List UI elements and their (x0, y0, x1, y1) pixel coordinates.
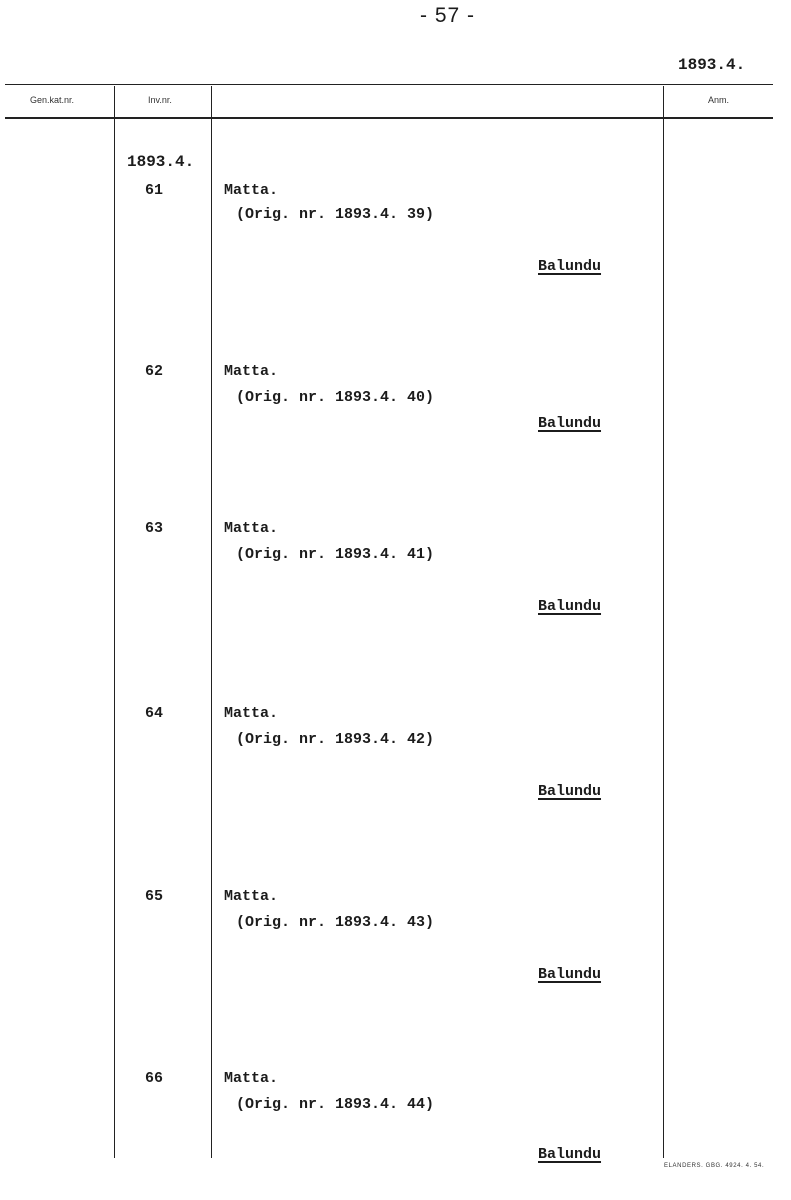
entry-number: 63 (145, 520, 164, 537)
table-header-bottom-rule (5, 117, 773, 119)
page-number: - 57 - (420, 4, 476, 27)
entry-original-number: (Orig. nr. 1893.4. 42) (236, 731, 435, 748)
column-header-inv-nr: Inv.nr. (148, 95, 172, 105)
table-top-rule (5, 84, 773, 85)
entry-place: Balundu (538, 258, 602, 275)
entry-place: Balundu (538, 966, 602, 983)
group-heading: 1893.4. (127, 153, 195, 171)
entry-original-number: (Orig. nr. 1893.4. 39) (236, 206, 435, 223)
printer-mark: ELANDERS. GBG. 4924. 4. 54. (664, 1163, 765, 1169)
entry-title: Matta. (224, 705, 279, 722)
entry-place: Balundu (538, 598, 602, 615)
entry-number: 66 (145, 1070, 164, 1087)
column-divider-1 (114, 86, 115, 1158)
entry-title: Matta. (224, 888, 279, 905)
entry-original-number: (Orig. nr. 1893.4. 44) (236, 1096, 435, 1113)
column-header-anm: Anm. (708, 95, 730, 105)
header-reference: 1893.4. (678, 56, 746, 74)
entry-title: Matta. (224, 520, 279, 537)
entry-number: 64 (145, 705, 164, 722)
entry-place: Balundu (538, 1146, 602, 1163)
entry-title: Matta. (224, 182, 279, 199)
entry-original-number: (Orig. nr. 1893.4. 41) (236, 546, 435, 563)
entry-title: Matta. (224, 1070, 279, 1087)
column-divider-3 (663, 86, 664, 1158)
entry-place: Balundu (538, 783, 602, 800)
entry-place: Balundu (538, 415, 602, 432)
entry-number: 65 (145, 888, 164, 905)
entry-original-number: (Orig. nr. 1893.4. 43) (236, 914, 435, 931)
entry-number: 62 (145, 363, 164, 380)
column-divider-2 (211, 86, 212, 1158)
column-header-gen-kat-nr: Gen.kat.nr. (30, 95, 75, 105)
entry-number: 61 (145, 182, 164, 199)
entry-title: Matta. (224, 363, 279, 380)
entry-original-number: (Orig. nr. 1893.4. 40) (236, 389, 435, 406)
